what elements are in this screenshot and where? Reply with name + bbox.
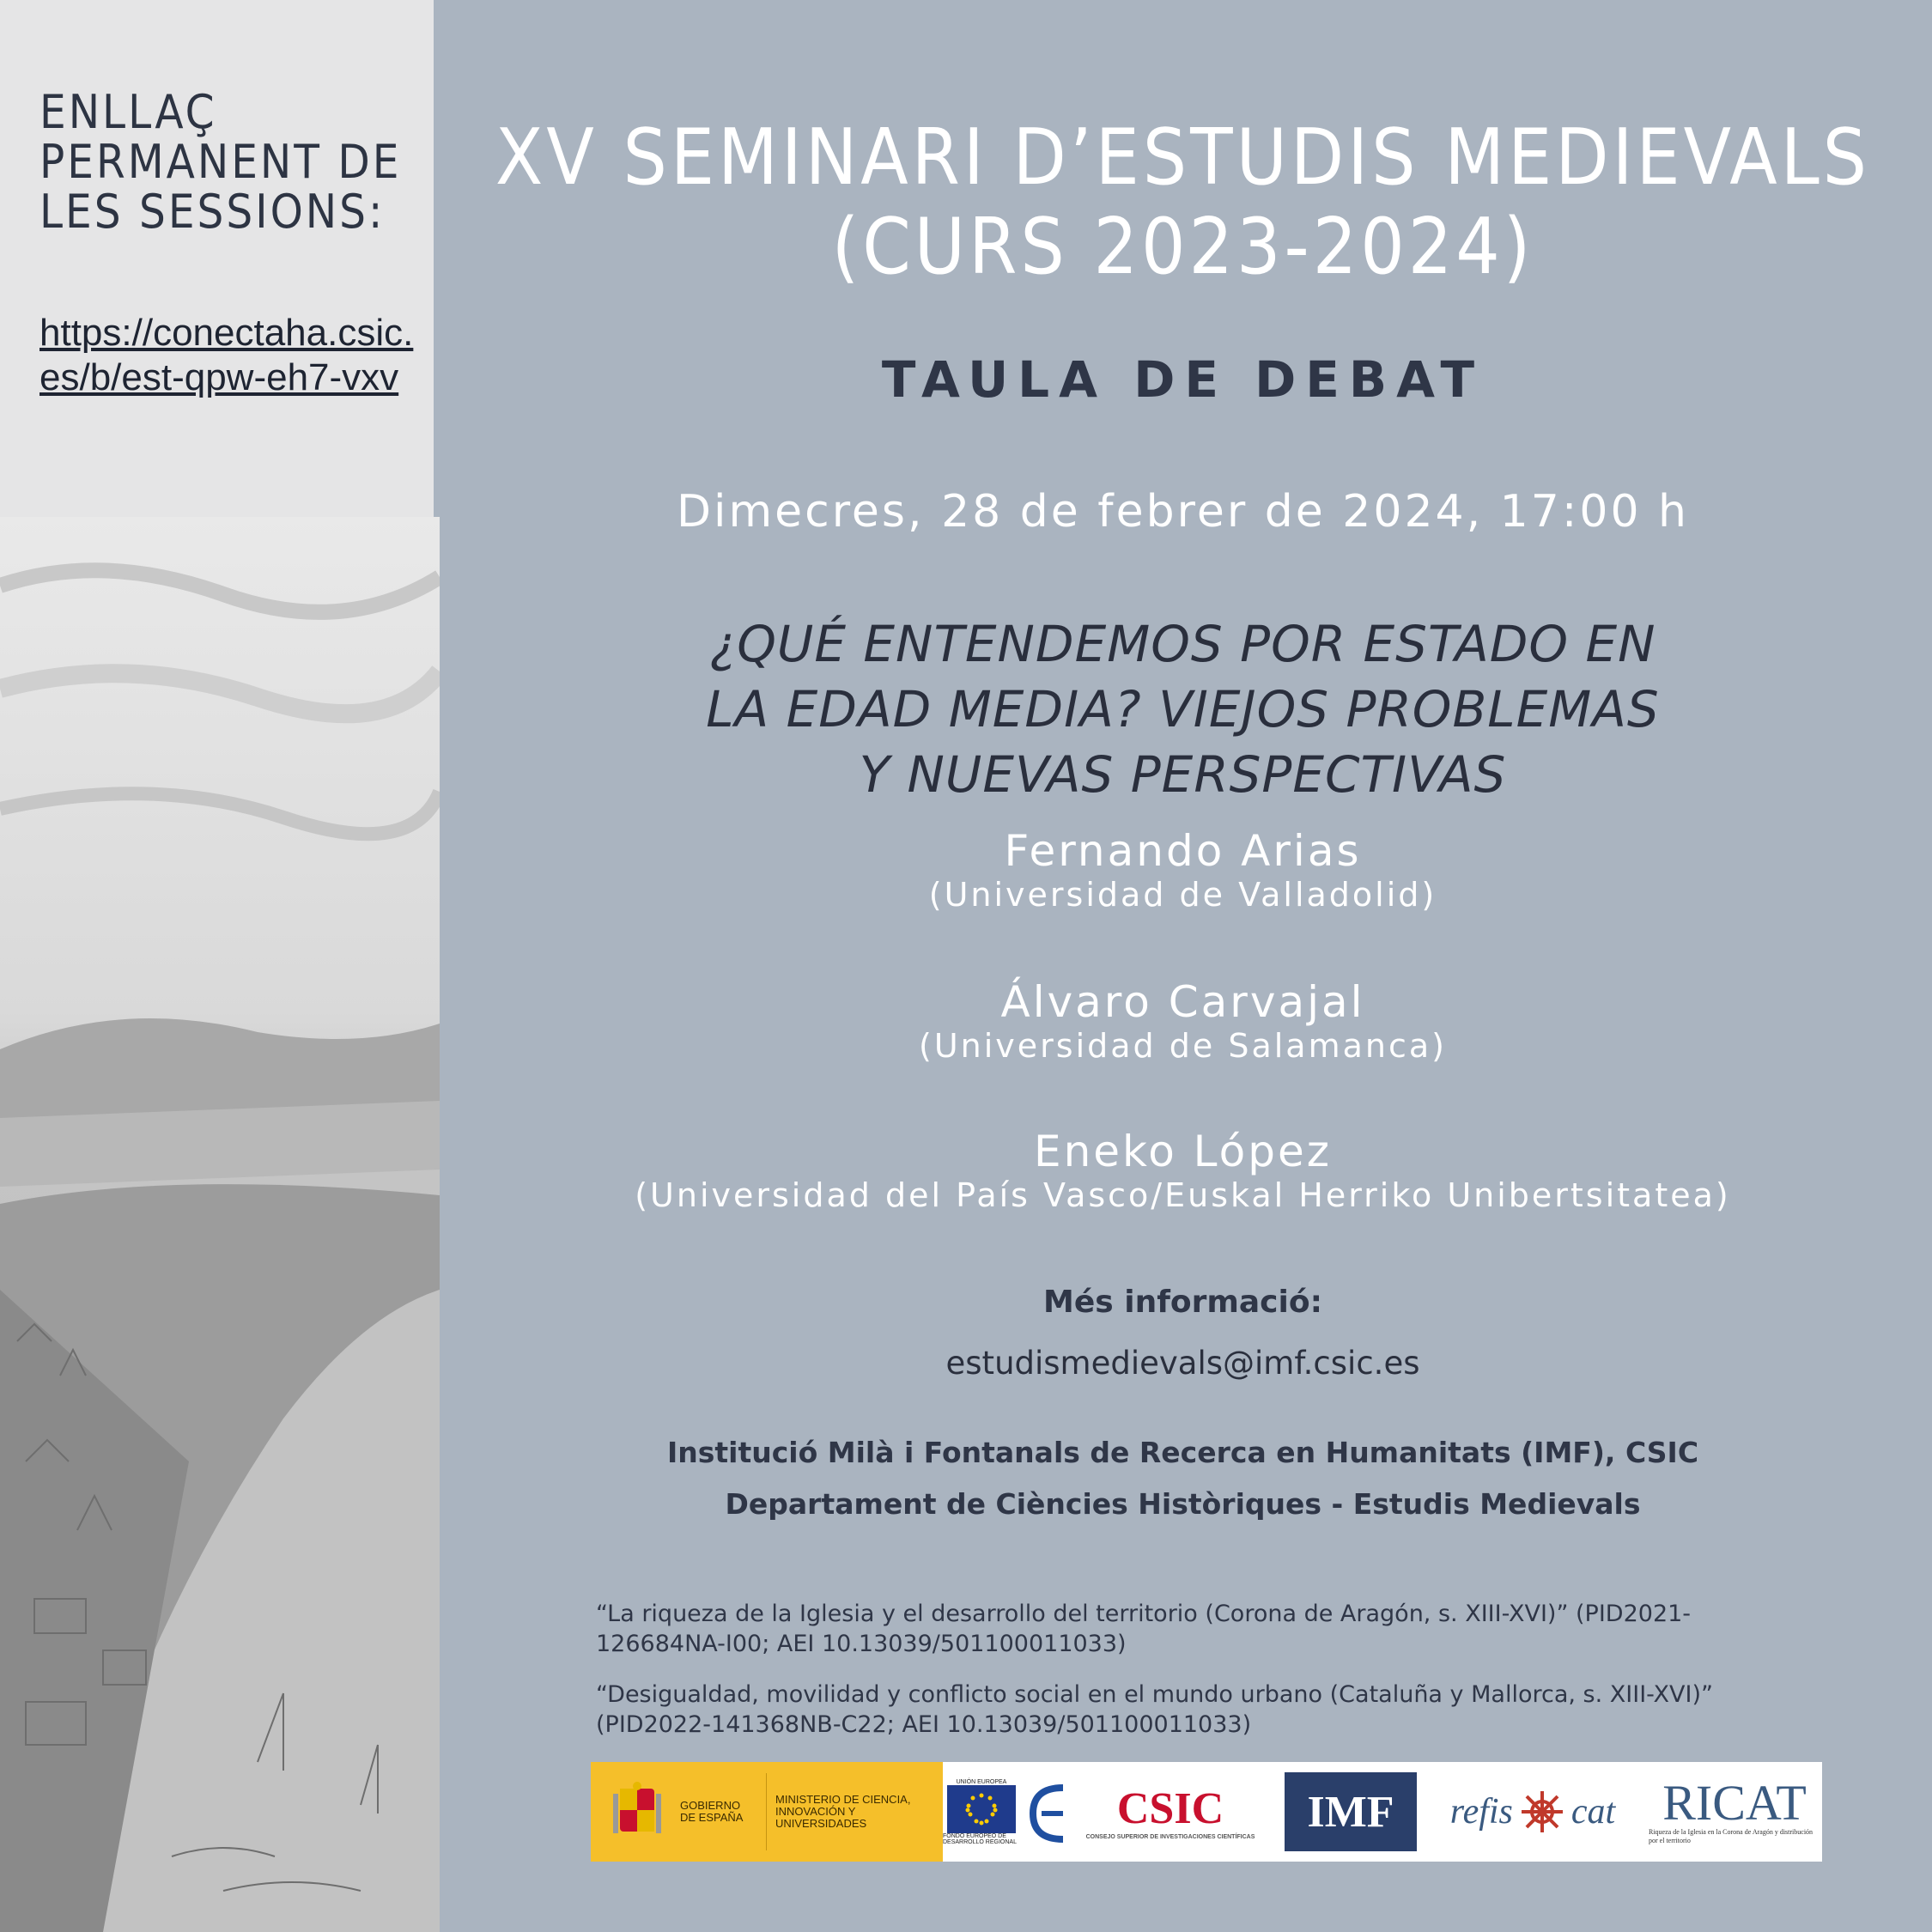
ricat-sub-label: Riqueza de la Iglesia en la Corona de Aragón y distribución por el territorio — [1649, 1828, 1814, 1844]
imf-logo: IMF — [1285, 1772, 1417, 1851]
speaker-name: Fernando Arias — [1004, 826, 1362, 876]
csic-wordmark: CSIC — [1116, 1784, 1224, 1833]
speaker-2 — [434, 977, 1932, 1065]
csic-sub-label: CONSEJO SUPERIOR DE INVESTIGACIONES CIENTÍFICAS — [1085, 1834, 1255, 1840]
session-link[interactable]: https://conectaha.csic.es/b/est-qpw-eh7-vxv — [39, 312, 414, 398]
contact-email[interactable]: estudismedievals@imf.csic.es — [945, 1345, 1420, 1382]
seminar-title-line-1: XV SEMINARI D’ESTUDIS MEDIEVALS — [495, 112, 1871, 203]
link-panel-label: ENLLAÇ PERMANENT DE LES SESSIONS: — [39, 85, 402, 239]
refiscat-logo — [1417, 1762, 1649, 1862]
speaker-1 — [434, 826, 1932, 914]
main-content — [434, 0, 1932, 1932]
gobierno-label: GOBIERNO DE ESPAÑA — [680, 1799, 744, 1824]
talk-title — [434, 611, 1932, 807]
ministerio-label: MINISTERIO DE CIENCIA, INNOVACIÓN Y UNIVERSIDADES — [775, 1793, 911, 1830]
link-panel — [0, 0, 434, 517]
eu-flag-icon — [947, 1785, 1016, 1833]
more-info-label: Més informació: — [1043, 1285, 1322, 1320]
speaker-name: Eneko López — [1033, 1127, 1332, 1176]
project-reference-1: “La riqueza de la Iglesia y el desarrollo del territorio (Corona de Aragón, s. XIII-XVI)” (PID2021-126684NA-I00; AEI 10.13039/501100011033) — [596, 1601, 1692, 1657]
speaker-name: Álvaro Carvajal — [1000, 977, 1365, 1027]
logo-divider — [766, 1773, 767, 1850]
eu-top-label: UNIÓN EUROPEA — [956, 1778, 1007, 1785]
refiscat-ornament-icon — [1518, 1788, 1566, 1836]
refis-wordmark: refis — [1449, 1792, 1513, 1832]
talk-title-line-2: LA EDAD MEDIA? VIEJOS PROBLEMAS — [706, 680, 1660, 738]
spain-crest-icon — [611, 1782, 663, 1842]
aei-logo — [1020, 1762, 1080, 1862]
speaker-3 — [434, 1127, 1932, 1214]
seminar-title-line-2: (CURS 2023-2024) — [831, 202, 1534, 292]
speaker-affiliation: (Universidad de Salamanca) — [919, 1027, 1447, 1065]
seminar-title — [434, 113, 1932, 292]
talk-title-line-1: ¿QUÉ ENTENDEMOS POR ESTADO EN — [709, 615, 1656, 673]
speaker-affiliation: (Universidad de Valladolid) — [928, 876, 1437, 914]
aei-emblem-icon — [1024, 1771, 1076, 1853]
speaker-affiliation: (Universidad del País Vasco/Euskal Herriko Unibertsitatea) — [635, 1176, 1731, 1214]
ricat-wordmark: RICAT — [1662, 1775, 1807, 1831]
csic-logo — [1080, 1762, 1261, 1862]
institution-line-1: Institució Milà i Fontanals de Recerca en Humanitats (IMF), CSIC — [666, 1436, 1699, 1469]
cat-wordmark: cat — [1571, 1792, 1616, 1832]
event-type: TAULA DE DEBAT — [881, 350, 1485, 409]
sponsor-logos — [591, 1762, 1822, 1862]
event-date: Dimecres, 28 de febrer de 2024, 17:00 h — [676, 486, 1690, 538]
eu-logo — [943, 1762, 1020, 1862]
ricat-logo — [1649, 1762, 1820, 1862]
medieval-city-sketch — [0, 517, 440, 1932]
project-reference-2: “Desigualdad, movilidad y conflicto social en el mundo urbano (Cataluña y Mallorca, s. XIII-XVI)” (PID2022-141368NB-C22; AEI 10.13039/501100011033) — [596, 1681, 1714, 1738]
gobierno-ministerio-logo — [591, 1762, 943, 1862]
eu-bottom-label: FONDO EUROPEO DE DESARROLLO REGIONAL — [943, 1832, 1017, 1845]
institution-line-2: Departament de Ciències Històriques - Estudis Medievals — [725, 1487, 1641, 1521]
talk-title-line-3: Y NUEVAS PERSPECTIVAS — [859, 745, 1507, 804]
